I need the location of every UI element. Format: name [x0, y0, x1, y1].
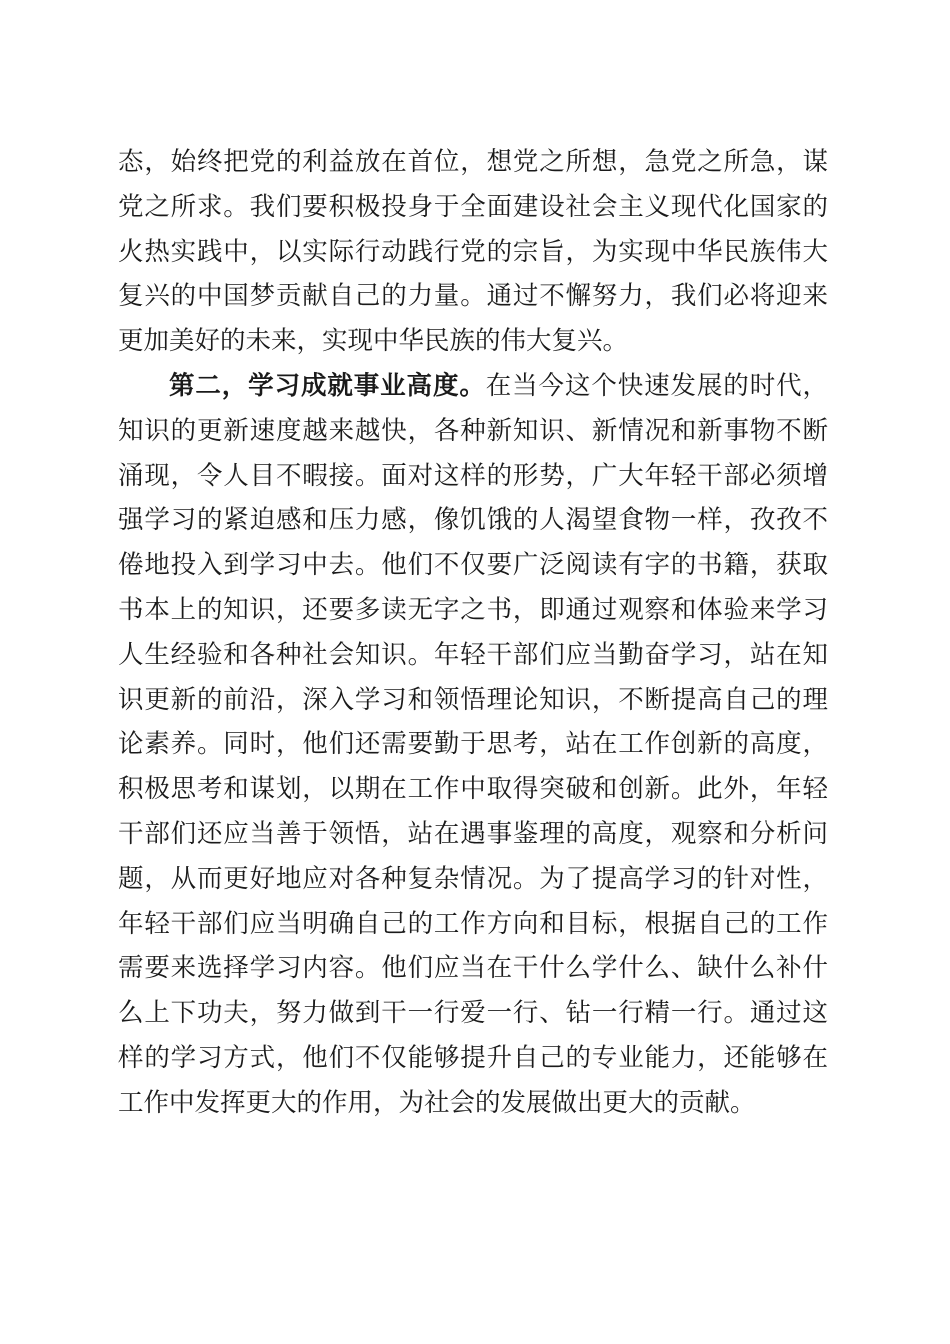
paragraph-line: 干部们还应当善于领悟，站在遇事鉴理的高度，观察和分析问 — [118, 818, 828, 849]
paragraph-line: 么上下功夫，努力做到干一行爱一行、钻一行精一行。通过这 — [118, 998, 828, 1029]
first-line-text: 在当今这个快速发展的时代， — [485, 370, 828, 401]
paragraph-line: 倦地投入到学习中去。他们不仅要广泛阅读有字的书籍，获取 — [118, 550, 828, 581]
paragraph-line: 论素养。同时，他们还需要勤于思考，站在工作创新的高度， — [118, 729, 828, 760]
paragraph-line: 积极思考和谋划，以期在工作中取得突破和创新。此外，年轻 — [118, 774, 828, 805]
paragraph-line: 更加美好的未来，实现中华民族的伟大复兴。 — [118, 326, 629, 357]
paragraph-line: 识更新的前沿，深入学习和领悟理论知识，不断提高自己的理 — [118, 684, 828, 715]
paragraph-line: 涌现，令人目不暇接。面对这样的形势，广大年轻干部必须增 — [118, 460, 828, 491]
paragraph-line: 样的学习方式，他们不仅能够提升自己的专业能力，还能够在 — [118, 1042, 828, 1073]
body-text — [118, 140, 828, 1126]
paragraph-line: 知识的更新速度越来越快，各种新知识、新情况和新事物不断 — [118, 415, 828, 446]
paragraph-line: 年轻干部们应当明确自己的工作方向和目标，根据自己的工作 — [118, 908, 828, 939]
paragraph-line: 强学习的紧迫感和压力感，像饥饿的人渴望食物一样，孜孜不 — [118, 505, 828, 536]
paragraph-1 — [118, 140, 828, 364]
paragraph-line: 党之所求。我们要积极投身于全面建设社会主义现代化国家的 — [118, 191, 828, 222]
section-heading: 第二，学习成就事业高度。 — [169, 370, 486, 401]
paragraph-line: 火热实践中，以实际行动践行党的宗旨，为实现中华民族伟大 — [118, 236, 828, 267]
paragraph-first-line — [118, 364, 828, 409]
paragraph-line: 需要来选择学习内容。他们应当在干什么学什么、缺什么补什 — [118, 953, 828, 984]
paragraph-line: 书本上的知识，还要多读无字之书，即通过观察和体验来学习 — [118, 594, 828, 625]
paragraph-line: 工作中发挥更大的作用，为社会的发展做出更大的贡献。 — [118, 1087, 756, 1118]
paragraph-line: 题，从而更好地应对各种复杂情况。为了提高学习的针对性， — [118, 863, 828, 894]
paragraph-line: 态，始终把党的利益放在首位，想党之所想，急党之所急，谋 — [118, 147, 828, 177]
paragraph-line: 人生经验和各种社会知识。年轻干部们应当勤奋学习，站在知 — [118, 639, 828, 670]
paragraph-line: 复兴的中国梦贡献自己的力量。通过不懈努力，我们必将迎来 — [118, 281, 828, 312]
paragraph-2 — [118, 364, 828, 1126]
